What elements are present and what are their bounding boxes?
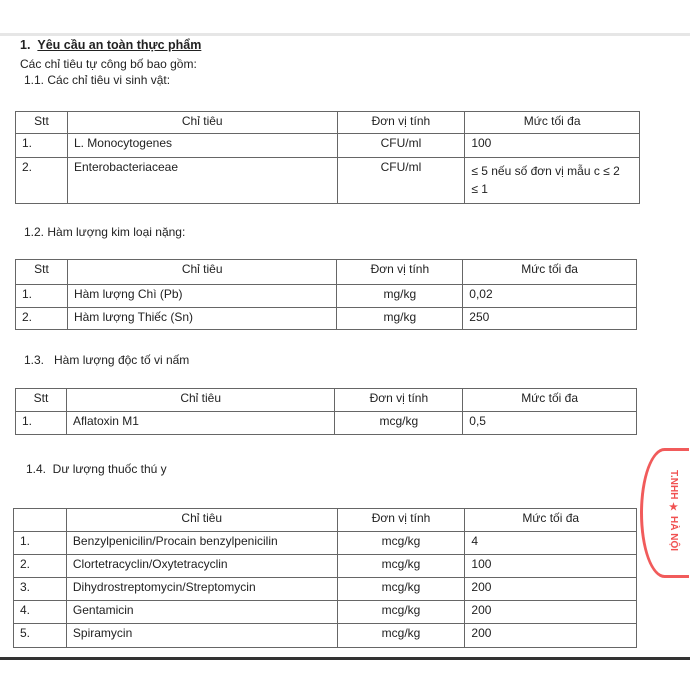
header-muc: Mức tối đa [463,260,637,285]
cell-stt: 2. [16,308,68,330]
cell-unit: mcg/kg [337,578,465,601]
table-row [14,555,637,578]
intro-text: Các chỉ tiêu tự công bố bao gồm: [20,57,197,71]
cell-max: 200 [465,601,637,624]
cell-unit: mg/kg [337,308,463,330]
table-row [14,624,637,648]
cell-unit: CFU/ml [337,158,465,204]
cell-stt: 4. [14,601,67,624]
table-row [16,308,637,330]
header-muc: Mức tối đa [465,112,640,134]
s1-title: 1.1. Các chỉ tiêu vi sinh vật: [24,73,171,87]
cell-stt: 1. [16,285,68,308]
header-chi-tieu: Chỉ tiêu [67,112,337,134]
table-row [14,601,637,624]
cell-stt: 2. [16,158,68,204]
cell-name: Dihydrostreptomycin/Streptomycin [66,578,337,601]
table-heavy-metals [15,259,637,330]
company-stamp [640,448,689,578]
cell-max: 250 [463,308,637,330]
cell-unit: mcg/kg [337,532,465,555]
cell-max: 100 [465,555,637,578]
cell-stt: 1. [16,134,68,158]
top-divider [0,33,690,36]
cell-unit: mcg/kg [337,624,465,648]
header-don-vi: Đơn vị tính [337,260,463,285]
stamp-text: T.NHH ★ HÀ NỘI [668,470,679,551]
cell-name: Hàm lượng Thiếc (Sn) [67,308,337,330]
cell-max: 0,02 [463,285,637,308]
s3-title: 1.3. Hàm lượng độc tố vi nấm [24,353,190,367]
s2-title: 1.2. Hàm lượng kim loại nặng: [24,225,186,239]
cell-unit: mcg/kg [337,555,465,578]
cell-name: Gentamicin [66,601,337,624]
cell-name: Spiramycin [66,624,337,648]
cell-name: Benzylpenicilin/Procain benzylpenicilin [66,532,337,555]
cell-stt: 3. [14,578,67,601]
header-chi-tieu: Chỉ tiêu [67,260,337,285]
s4-title: 1.4. Dư lượng thuốc thú y [26,462,167,476]
cell-unit: CFU/ml [337,134,465,158]
header-muc: Mức tối đa [463,389,637,412]
cell-name: Aflatoxin M1 [66,412,335,435]
max-line-2: ≤ 1 [471,182,488,196]
header-stt: Stt [16,389,67,412]
cell-max: 0,5 [463,412,637,435]
table-row [16,158,640,204]
section-heading [20,38,201,52]
heading-number: 1. [20,38,31,52]
cell-unit: mcg/kg [335,412,463,435]
cell-stt: 1. [14,532,67,555]
header-chi-tieu: Chỉ tiêu [66,389,335,412]
cell-max [465,158,640,204]
cell-name: Clortetracyclin/Oxytetracyclin [66,555,337,578]
header-don-vi: Đơn vị tính [337,509,465,532]
header-don-vi: Đơn vị tính [335,389,463,412]
cell-stt: 1. [16,412,67,435]
cell-max: 200 [465,624,637,648]
heading-title: Yêu cầu an toàn thực phẩm [37,38,202,52]
header-stt: Stt [16,260,68,285]
header-stt: Stt [16,112,68,134]
cell-unit: mg/kg [337,285,463,308]
table-row [14,578,637,601]
table-mycotoxin [15,388,637,435]
cell-unit: mcg/kg [337,601,465,624]
cell-name: Enterobacteriaceae [67,158,337,204]
header-don-vi: Đơn vị tính [337,112,465,134]
table-vet-drugs [13,508,637,648]
cell-stt: 2. [14,555,67,578]
cell-max: 100 [465,134,640,158]
cell-max: 200 [465,578,637,601]
table-row [16,134,640,158]
header-muc: Mức tối đa [465,509,637,532]
bottom-divider [0,657,690,660]
cell-max: 4 [465,532,637,555]
table-row [14,532,637,555]
header-chi-tieu: Chỉ tiêu [66,509,337,532]
cell-name: Hàm lượng Chì (Pb) [67,285,337,308]
cell-name: L. Monocytogenes [67,134,337,158]
header-empty [14,509,67,532]
table-row [16,412,637,435]
table-microbiology [15,111,640,204]
cell-stt: 5. [14,624,67,648]
max-line-1: ≤ 5 nếu số đơn vị mẫu c ≤ 2 [471,164,620,178]
table-row [16,285,637,308]
